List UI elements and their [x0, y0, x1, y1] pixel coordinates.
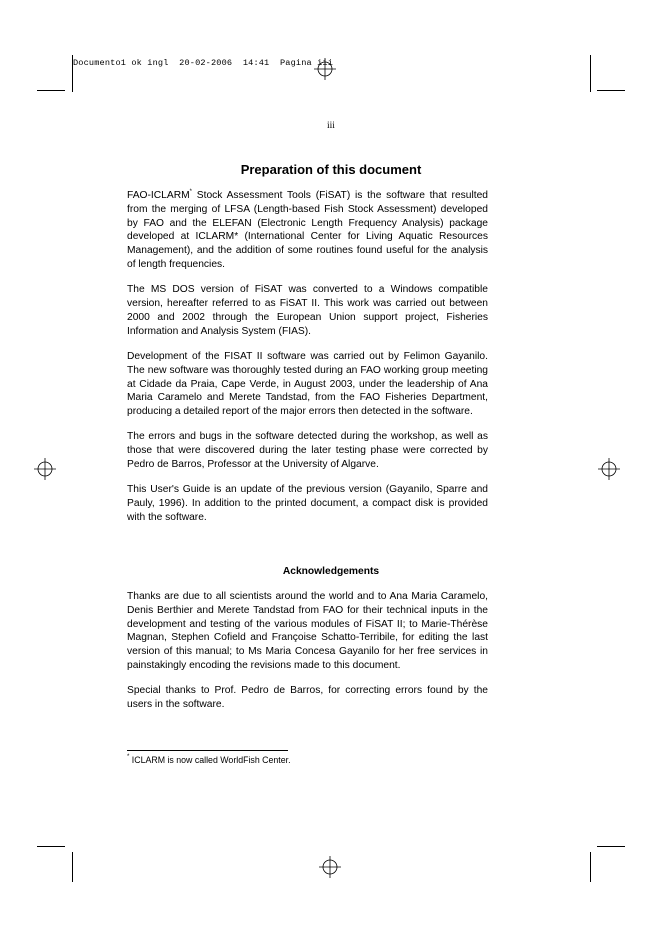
footnote-divider — [127, 750, 288, 751]
paragraph: Development of the FISAT II software was carried out by Felimon Gayanilo. The new software was thoroughly tested during an FAO working group meeting at Cidade da Praia, Cape Verde, in August 2003, under the leadership of Ana Maria Caramelo and Merete Tandstad, from the FAO Fisheries Department, producing a detailed report of the major errors then detected in the software. — [127, 350, 488, 418]
crop-mark — [37, 90, 65, 91]
paragraph-text: Stock Assessment Tools (FiSAT) is the software that resulted from the merging of LFSA (Length-based Fish Stock Assessment) developed by FAO and the ELEFAN (Electronic Length Frequency Analysis) package developed at ICLARM* (International Center for Living Aquatic Resources Management), and the addition of some routines found useful for the analysis of length frequencies. — [127, 190, 488, 270]
paragraph: The MS DOS version of FiSAT was converted to a Windows compatible version, hereafter referred to as FiSAT II. This work was carried out between 2000 and 2002 through the European Union support project, Fisheries Information and Analysis System (FIAS). — [127, 284, 488, 337]
paragraph-lead: FAO-ICLARM — [127, 190, 190, 201]
crop-mark — [72, 852, 73, 882]
footnote-marker: * — [127, 754, 130, 760]
paragraph: This User's Guide is an update of the previous version (Gayanilo, Sparre and Pauly, 1996). In addition to the printed document, a compact disk is provided with the software. — [127, 484, 488, 523]
registration-mark-icon — [598, 458, 620, 480]
crop-mark — [72, 55, 73, 92]
page-number: iii — [327, 121, 335, 131]
crop-mark — [597, 846, 625, 847]
registration-mark-icon — [319, 856, 341, 878]
registration-mark-icon — [314, 58, 336, 80]
body-section — [127, 189, 488, 536]
crop-mark — [590, 55, 591, 92]
crop-mark — [37, 846, 65, 847]
paragraph — [127, 189, 488, 272]
footnote-text: ICLARM is now called WorldFish Center. — [129, 755, 291, 765]
registration-mark-icon — [34, 458, 56, 480]
print-slug: Documento1 ok ingl 20-02-2006 14:41 Pagina iii — [73, 58, 334, 68]
crop-mark — [597, 90, 625, 91]
paragraph: Special thanks to Prof. Pedro de Barros, for correcting errors found by the users in the software. — [127, 685, 488, 711]
crop-mark — [590, 852, 591, 882]
paragraph: Thanks are due to all scientists around the world and to Ana Maria Caramelo, Denis Berthier and Merete Tandstad from FAO for their technical inputs in the development and testing of the various modules of FiSAT II; to Marie-Thérèse Magnan, Stephen Cofield and Françoise Schatto-Terribile, for editing the last version of this manual; to Ms Maria Concesa Gayanilo for her free services in painstakingly encoding the revisions made to this document. — [127, 591, 488, 671]
footnote — [127, 755, 291, 765]
footnote-marker: * — [189, 189, 192, 195]
page-title: Preparation of this document — [240, 162, 422, 177]
acknowledgements-section — [127, 590, 488, 723]
paragraph: The errors and bugs in the software detected during the workshop, as well as those that were discovered during the later testing phase were corrected by Pedro de Barros, Professor at the University of Algarve. — [127, 431, 488, 471]
acknowledgements-heading: Acknowledgements — [282, 566, 380, 577]
